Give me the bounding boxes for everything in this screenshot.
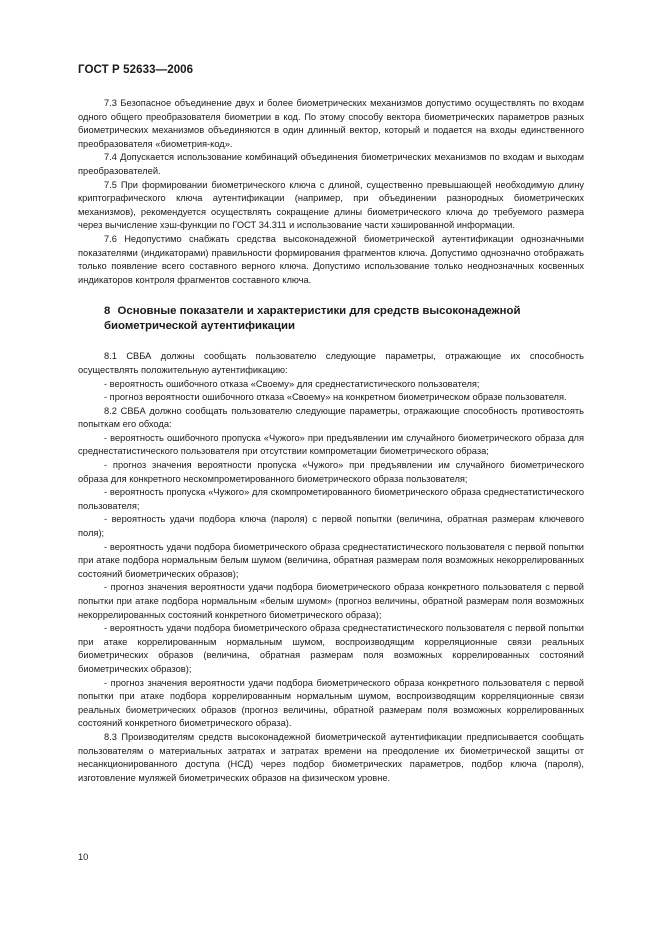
list-item: - прогноз значения вероятности удачи подбора биометрического образа конкретного пользователя с первой попытки при атаке подбора нормальным «белым шумом» (прогноз величины, обратной размерам поля возможных некоррелированных состояний конкретного биометрического образа); <box>78 582 584 620</box>
paragraph-7-6: 7.6 Недопустимо снабжать средства высоконадежной биометрической аутентификации однозначными показателями (индикаторами) правильности формирования фрагментов ключа. Допустимо однозначно отображать только появление всего составного верного ключа. Допустимо использование только неоднозначных косвенных индикаторов контроля фрагментов составного ключа. <box>78 233 584 285</box>
section-number: 8 <box>104 305 111 318</box>
section-title: Основные показатели и характеристики для средств высоконадежной биометрической аутентификации <box>104 305 521 333</box>
page-number: 10 <box>78 852 89 862</box>
list-item: - вероятность ошибочного пропуска «Чужого» при предъявлении им случайного биометрического образа для среднестатистического пользователя при отсутствии компрометации биометрического образа; <box>78 432 584 457</box>
list-item: - вероятность удачи подбора биометрического образа среднестатистического пользователя с первой попытки при атаке коррелированным нормальным шумом, воспроизводящим корреляционные связи реальных биометрических образов (величина, обратная размерам поля возможных коррелированных состояний биометрических образов); <box>78 623 584 674</box>
paragraph-8-3: 8.3 Производителям средств высоконадежной биометрической аутентификации предписывается сообщать пользователям о материальных затратах и затратах времени на преодоление их биометрической защиты от несанкционированного доступа (НСД) через подбор биометрических параметров, подбор ключа (пароля), изготовление муляжей биометрических образов на физическом уровне. <box>78 731 584 783</box>
list-item: - прогноз значения вероятности пропуска «Чужого» при предъявлении им случайного биометрического образа для конкретного нескомпрометированного биометрического образа пользователя; <box>78 460 584 484</box>
paragraph-8-2: 8.2 СВБА должно сообщать пользователю следующие параметры, отражающие способность противостоять попыткам его обхода: <box>78 405 584 430</box>
paragraph-7-5: 7.5 При формировании биометрического ключа с длиной, существенно превышающей необходимую длину криптографического ключа аутентификации (например, при объединении разнородных биометрических механизмов), рекомендуется осуществлять сокращение длины биометрического ключа до требуемого размера через вычисление хэш-функции по ГОСТ 34.311 и использование части хэшированной информации. <box>78 179 584 231</box>
paragraph-7-3: 7.3 Безопасное объединение двух и более биометрических механизмов допустимо осуществлять по входам одного общего преобразователя биометрии в код. По этому способу вектора биометрических параметров разных биометрических механизмов объединяются в один длинный вектор, который и подается на входы единственного преобразователя «биометрия-код». <box>78 98 584 149</box>
list-item: - прогноз вероятности ошибочного отказа «Своему» на конкретном биометрическом образе пользователя. <box>104 392 567 403</box>
list-item: - вероятность удачи подбора биометрического образа среднестатистического пользователя с первой попытки при атаке подбора нормальным белым шумом (величина, обратная размерам поля возможных некоррелированных состояний биометрических образов); <box>78 541 584 579</box>
document-header: ГОСТ Р 52633—2006 <box>78 64 194 76</box>
section-heading <box>78 304 584 334</box>
paragraph-7-4: 7.4 Допускается использование комбинаций объединения биометрических механизмов по входам и выходам преобразователей. <box>78 152 584 176</box>
document-body <box>78 97 584 785</box>
list-item: - вероятность пропуска «Чужого» для скомпрометированного биометрического образа среднестатистического пользователя; <box>78 487 584 511</box>
paragraph-8-1: 8.1 СВБА должны сообщать пользователю следующие параметры, отражающие их способность осуществлять положительную аутентификацию: <box>78 351 584 375</box>
list-item: - вероятность удачи подбора ключа (пароля) с первой попытки (величина, обратная размерам ключевого поля); <box>78 514 584 539</box>
list-item: - вероятность ошибочного отказа «Своему» для среднестатистического пользователя; <box>104 378 480 389</box>
list-item: - прогноз значения вероятности удачи подбора биометрического образа конкретного пользователя с первой попытки при атаке подбора коррелированным нормальным шумом, воспроизводящим корреляционные связи реальных биометрических образов (прогноз величины, обратной размерам поля возможных коррелированных состояний конкретного биометрического образа). <box>78 677 584 729</box>
